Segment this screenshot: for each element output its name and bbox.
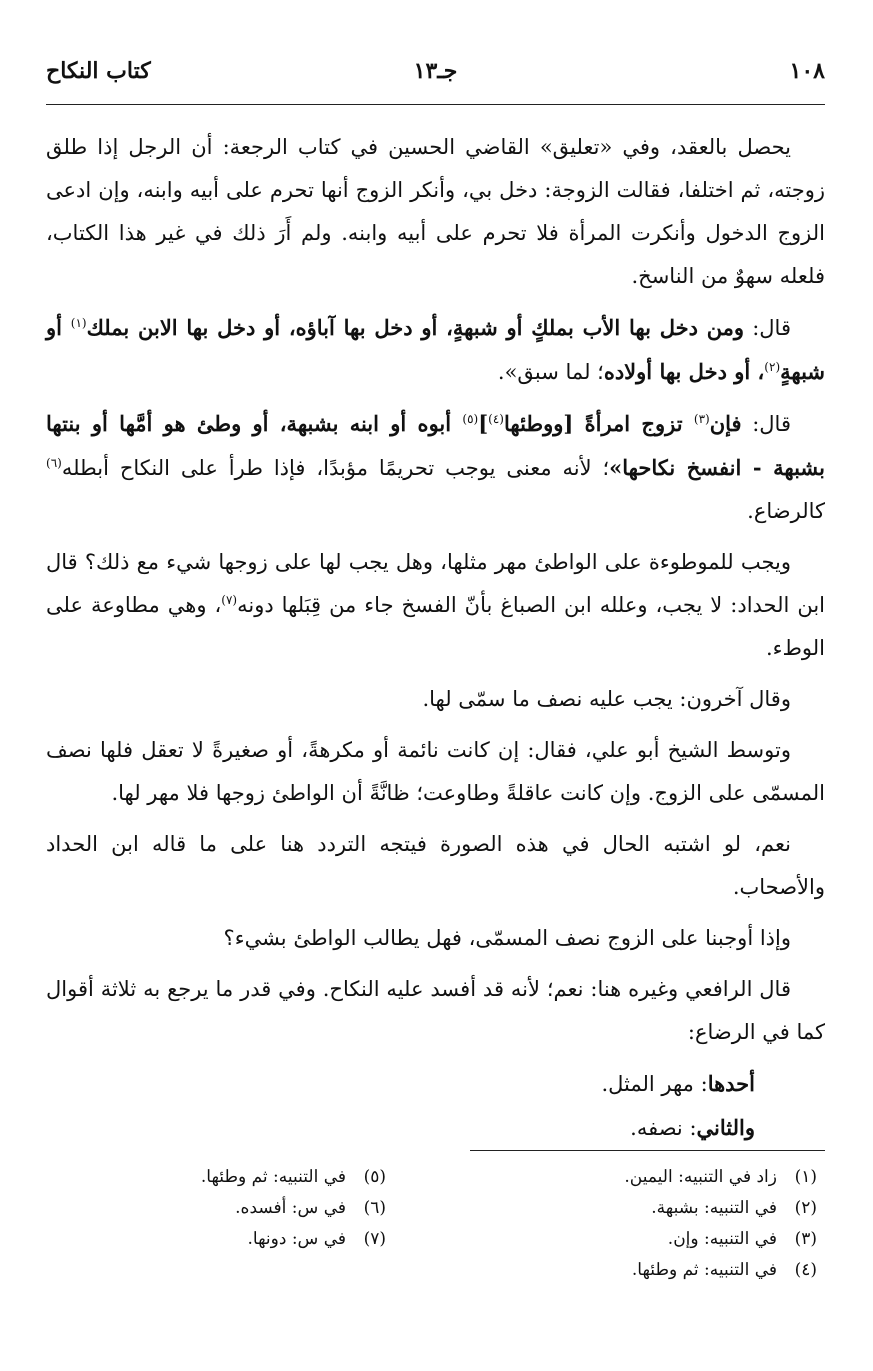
footnote: (٣)في التنبيه: وإن. [667, 1229, 817, 1249]
footnote: (٧)في س: دونها. [247, 1229, 386, 1249]
footnote-divider [470, 1150, 825, 1151]
paragraph: يحصل بالعقد، وفي «تعليق» القاضي الحسين في كتاب الرجعة: أن الرجل إذا طلق زوجته، ثم اختلفا، فقالت الزوجة: دخل بي، وأنكر الزوج أنها تحرم على أبيه وابنه، وإن ادعى الزوج الدخول وأنكرت المرأة فلا تحرم على أبيه وابنه. ولم أَرَ ذلك في غير هذا الكتاب، فلعله سهوٌ من الناسخ. [46, 135, 825, 288]
footnote-marker: (٦) [46, 456, 62, 470]
paragraph: قال الرافعي وغيره هنا: نعم؛ لأنه قد أفسد عليه النكاح. وفي قدر ما يرجع به ثلاثة أقوال كما في الرضاع: [46, 977, 825, 1044]
footnote: (٥)في التنبيه: ثم وطئها. [200, 1167, 386, 1187]
list-item: أحدها: مهر المثل. [601, 1071, 755, 1096]
page-header [46, 58, 825, 98]
footnote-marker: (٧) [221, 593, 238, 607]
footnote-marker: (١) [70, 316, 87, 330]
paragraph: ويجب للموطوءة على الواطئ مهر مثلها، وهل يجب لها على زوجها شيء مع ذلك؟ قال ابن الحداد: لا يجب، وعلله ابن الصباغ بأنّ الفسخ جاء من قِبَلها دونه$^{(٧)}$، وهي مطاوعة على الوطء. [46, 550, 825, 660]
paragraph: وإذا أوجبنا على الزوج نصف المسمّى، فهل يطالب الواطئ بشيء؟ [223, 926, 791, 950]
footnote: (٦)في س: أفسده. [235, 1198, 386, 1218]
paragraph: وقال آخرون: يجب عليه نصف ما سمّى لها. [422, 687, 791, 711]
footnote-marker: (٥) [462, 412, 479, 426]
paragraph: وتوسط الشيخ أبو علي، فقال: إن كانت نائمة أو مكرهةً، أو صغيرةً لا تعقل فلها نصف المسمّى على الزوج. وإن كانت عاقلةً وطاوعت؛ ظانَّةً أن الواطئ زوجها فلا مهر لها. [46, 738, 825, 805]
footnote-marker: (٤) [488, 412, 504, 426]
paragraph: قال: فإن$^{(٣)}$ تزوج امرأةً [ووطئها$^{(٤)}$]$^{(٥)}$ أبوه أو ابنه بشبهة، أو وطئ هو أمَّها أو بنتها بشبهة - انفسخ نكاحها»؛ لأنه معنى يوجب تحريمًا مؤبدًا، فإذا طرأ على النكاح أبطله$^{(٦)}$ كالرضاع. [46, 411, 825, 523]
header-divider [46, 104, 825, 105]
paragraph: قال: ومن دخل بها الأب بملكٍ أو شبهةٍ، أو دخل بها آباؤه، أو دخل بها الابن بملك$^{(١)}$ أو شبهةٍ$^{(٢)}$، أو دخل بها أولاده؛ لما سبق». [46, 315, 825, 384]
footnotes-left-column [46, 1162, 386, 1255]
book-title: كتاب النكاح [46, 58, 151, 84]
page-number: ١٠٨ [789, 58, 825, 84]
paragraph: نعم، لو اشتبه الحال في هذه الصورة فيتجه التردد هنا على ما قاله ابن الحداد والأصحاب. [46, 832, 825, 899]
footnote: (٢)في التنبيه: بشبهة. [651, 1198, 817, 1218]
footnote: (٤)في التنبيه: ثم وطئها. [631, 1260, 817, 1280]
footnote-marker: (٣) [693, 412, 710, 426]
main-text [46, 126, 825, 1150]
footnote: (١)زاد في التنبيه: اليمين. [624, 1167, 817, 1187]
footnotes-right-column [437, 1162, 817, 1286]
volume-label: جـ١٣ [413, 58, 458, 84]
footnote-marker: (٢) [764, 360, 781, 374]
list-item: والثاني: نصفه. [630, 1115, 755, 1140]
